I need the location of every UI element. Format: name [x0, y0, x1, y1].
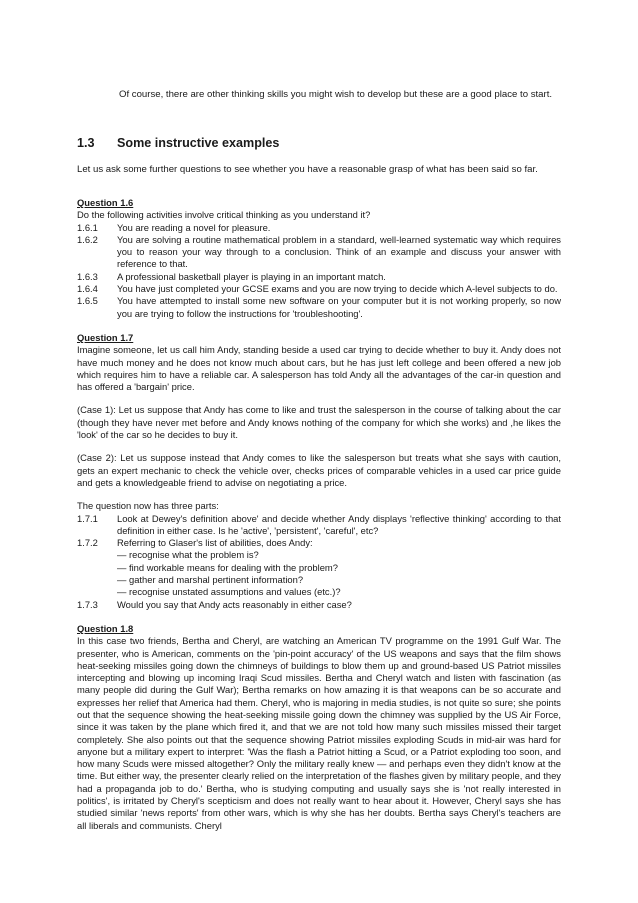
item-text: A professional basketball player is playing in an important match.	[117, 270, 386, 282]
parts-intro: The question now has three parts:	[77, 500, 219, 512]
item-text: You have just completed your GCSE exams and you are now trying to decide which A-level subjects to do.	[117, 283, 558, 295]
question-1-6-prompt: Do the following activities involve critical thinking as you understand it?	[77, 209, 371, 221]
item-text: You have attempted to install some new software on your computer but it is not working properly, so now you are trying to follow the instructions for 'troubleshooting'.	[117, 295, 561, 319]
item-number: 1.6.1	[77, 221, 98, 233]
document-page	[77, 88, 561, 832]
question-1-8-paragraph: In this case two friends, Bertha and Cheryl, are watching an American TV programme on the 1991 Gulf War. The presenter, who is American, comments on the 'pin-point accuracy' of the US weapons and says that the film shows heat-seeking missiles going down the chimneys of buildings to blow them up and ground-based US Patriot missiles intercepting and blowing up incoming Iraqi Scud missiles. Bertha and Cheryl watch and listen with fascination (as many people did during the Gulf War); Bertha remarks on how amazing it is that weapons can be so accurate and expresses her relief that America had them. Cheryl, who is majoring in media studies, is not quite so sure; she points out that the sequence showing the heat-seeking missile going down the chimney was supplied by the US Air Force, since it was taken by the plane which fired it, and that we are not told how many such missiles missed their target completely. She also points out that the sequence showing Patriot missiles exploding Scuds in mid-air was hard for anyone but a military expert to interpret: 'Was the flash a Patriot hitting a Scud, or a Patriot exploding too soon, and how many Scuds were missed altogether? Only the military really knew — and perhaps even they didn't know at the time. But either way, the presenter clearly relied on the interpretation of the flashes given by military people, and they had a propaganda job to do.' Bertha, who is studying computing and usually says she is 'not really interested in politics', is irritated by Cheryl's scepticism and does not really want to hear about it. However, Cheryl says she has studied similar 'news reports' from other wars, which is why she has her doubts. Bertha says Cheryl's teachers are all liberals and communists. Cheryl	[77, 635, 561, 831]
item-number: 1.7.2	[77, 537, 98, 549]
item-number: 1.7.3	[77, 598, 98, 610]
list-item	[77, 537, 561, 549]
sub-item: — gather and marshal pertinent information?	[117, 574, 304, 586]
item-text: Look at Dewey's definition above' and decide whether Andy displays 'reflective thinking' according to that definition in either case. Is he 'active', 'persistent', 'careful', etc?	[117, 512, 561, 536]
item-text: Would you say that Andy acts reasonably in either case?	[117, 598, 352, 610]
lead-paragraph: Let us ask some further questions to see whether you have a reasonable grasp of what has been said so far.	[77, 164, 538, 175]
list-item	[77, 599, 561, 611]
list-item	[77, 271, 561, 283]
list-item	[77, 513, 561, 538]
item-number: 1.6.4	[77, 283, 98, 295]
item-text: You are reading a novel for pleasure.	[117, 221, 271, 233]
list-item	[77, 283, 561, 295]
item-number: 1.6.2	[77, 233, 98, 245]
question-1-8-title: Question 1.8	[77, 622, 134, 634]
item-number: 1.7.1	[77, 512, 98, 524]
intro-paragraph: Of course, there are other thinking skills you might wish to develop but these are a good place to start.	[119, 89, 553, 100]
item-number: 1.6.5	[77, 295, 98, 307]
list-item	[77, 222, 561, 234]
question-1-7-title: Question 1.7	[77, 331, 134, 343]
sub-item: — recognise unstated assumptions and values (etc.)?	[117, 586, 341, 598]
question-1-7-paragraph: Imagine someone, let us call him Andy, standing beside a used car trying to decide whether to buy it. Andy does not have much money and he does not know much about cars, but he has just left college and been offered a new job which requires him to have a reliable car. A salesperson has told Andy all the advantages of the car-in question and has offered a 'bargain' price.	[77, 344, 561, 393]
section-heading	[77, 135, 561, 151]
list-item	[77, 234, 561, 271]
case-1-paragraph: (Case 1): Let us suppose that Andy has come to like and trust the salesperson in the course of talking about the car (though they have never met before and Andy knows nothing of the company for which she works) and ,he likes the 'look' of the car so he decides to buy it.	[77, 404, 561, 441]
item-text: You are solving a routine mathematical problem in a standard, well-learned systematic way which requires you to reason your way through to a conclusion. Think of an example and discuss your answer with reference to that.	[117, 233, 561, 270]
section-title: Some instructive examples	[117, 136, 280, 150]
section-number: 1.3	[77, 136, 95, 150]
case-2-paragraph: (Case 2): Let us suppose instead that Andy comes to like the salesperson but treats what she says with caution, gets an expert mechanic to check the vehicle over, checks prices of comparable vehicles in a used car price guide and gets a knowledgeable friend to advise on negotiating a price.	[77, 452, 561, 488]
sub-item: — recognise what the problem is?	[117, 549, 259, 561]
question-1-6-title: Question 1.6	[77, 197, 134, 208]
item-text: Referring to Glaser's list of abilities, does Andy:	[117, 537, 313, 549]
item-number: 1.6.3	[77, 270, 98, 282]
list-item	[77, 295, 561, 320]
sub-item: — find workable means for dealing with the problem?	[117, 561, 338, 573]
